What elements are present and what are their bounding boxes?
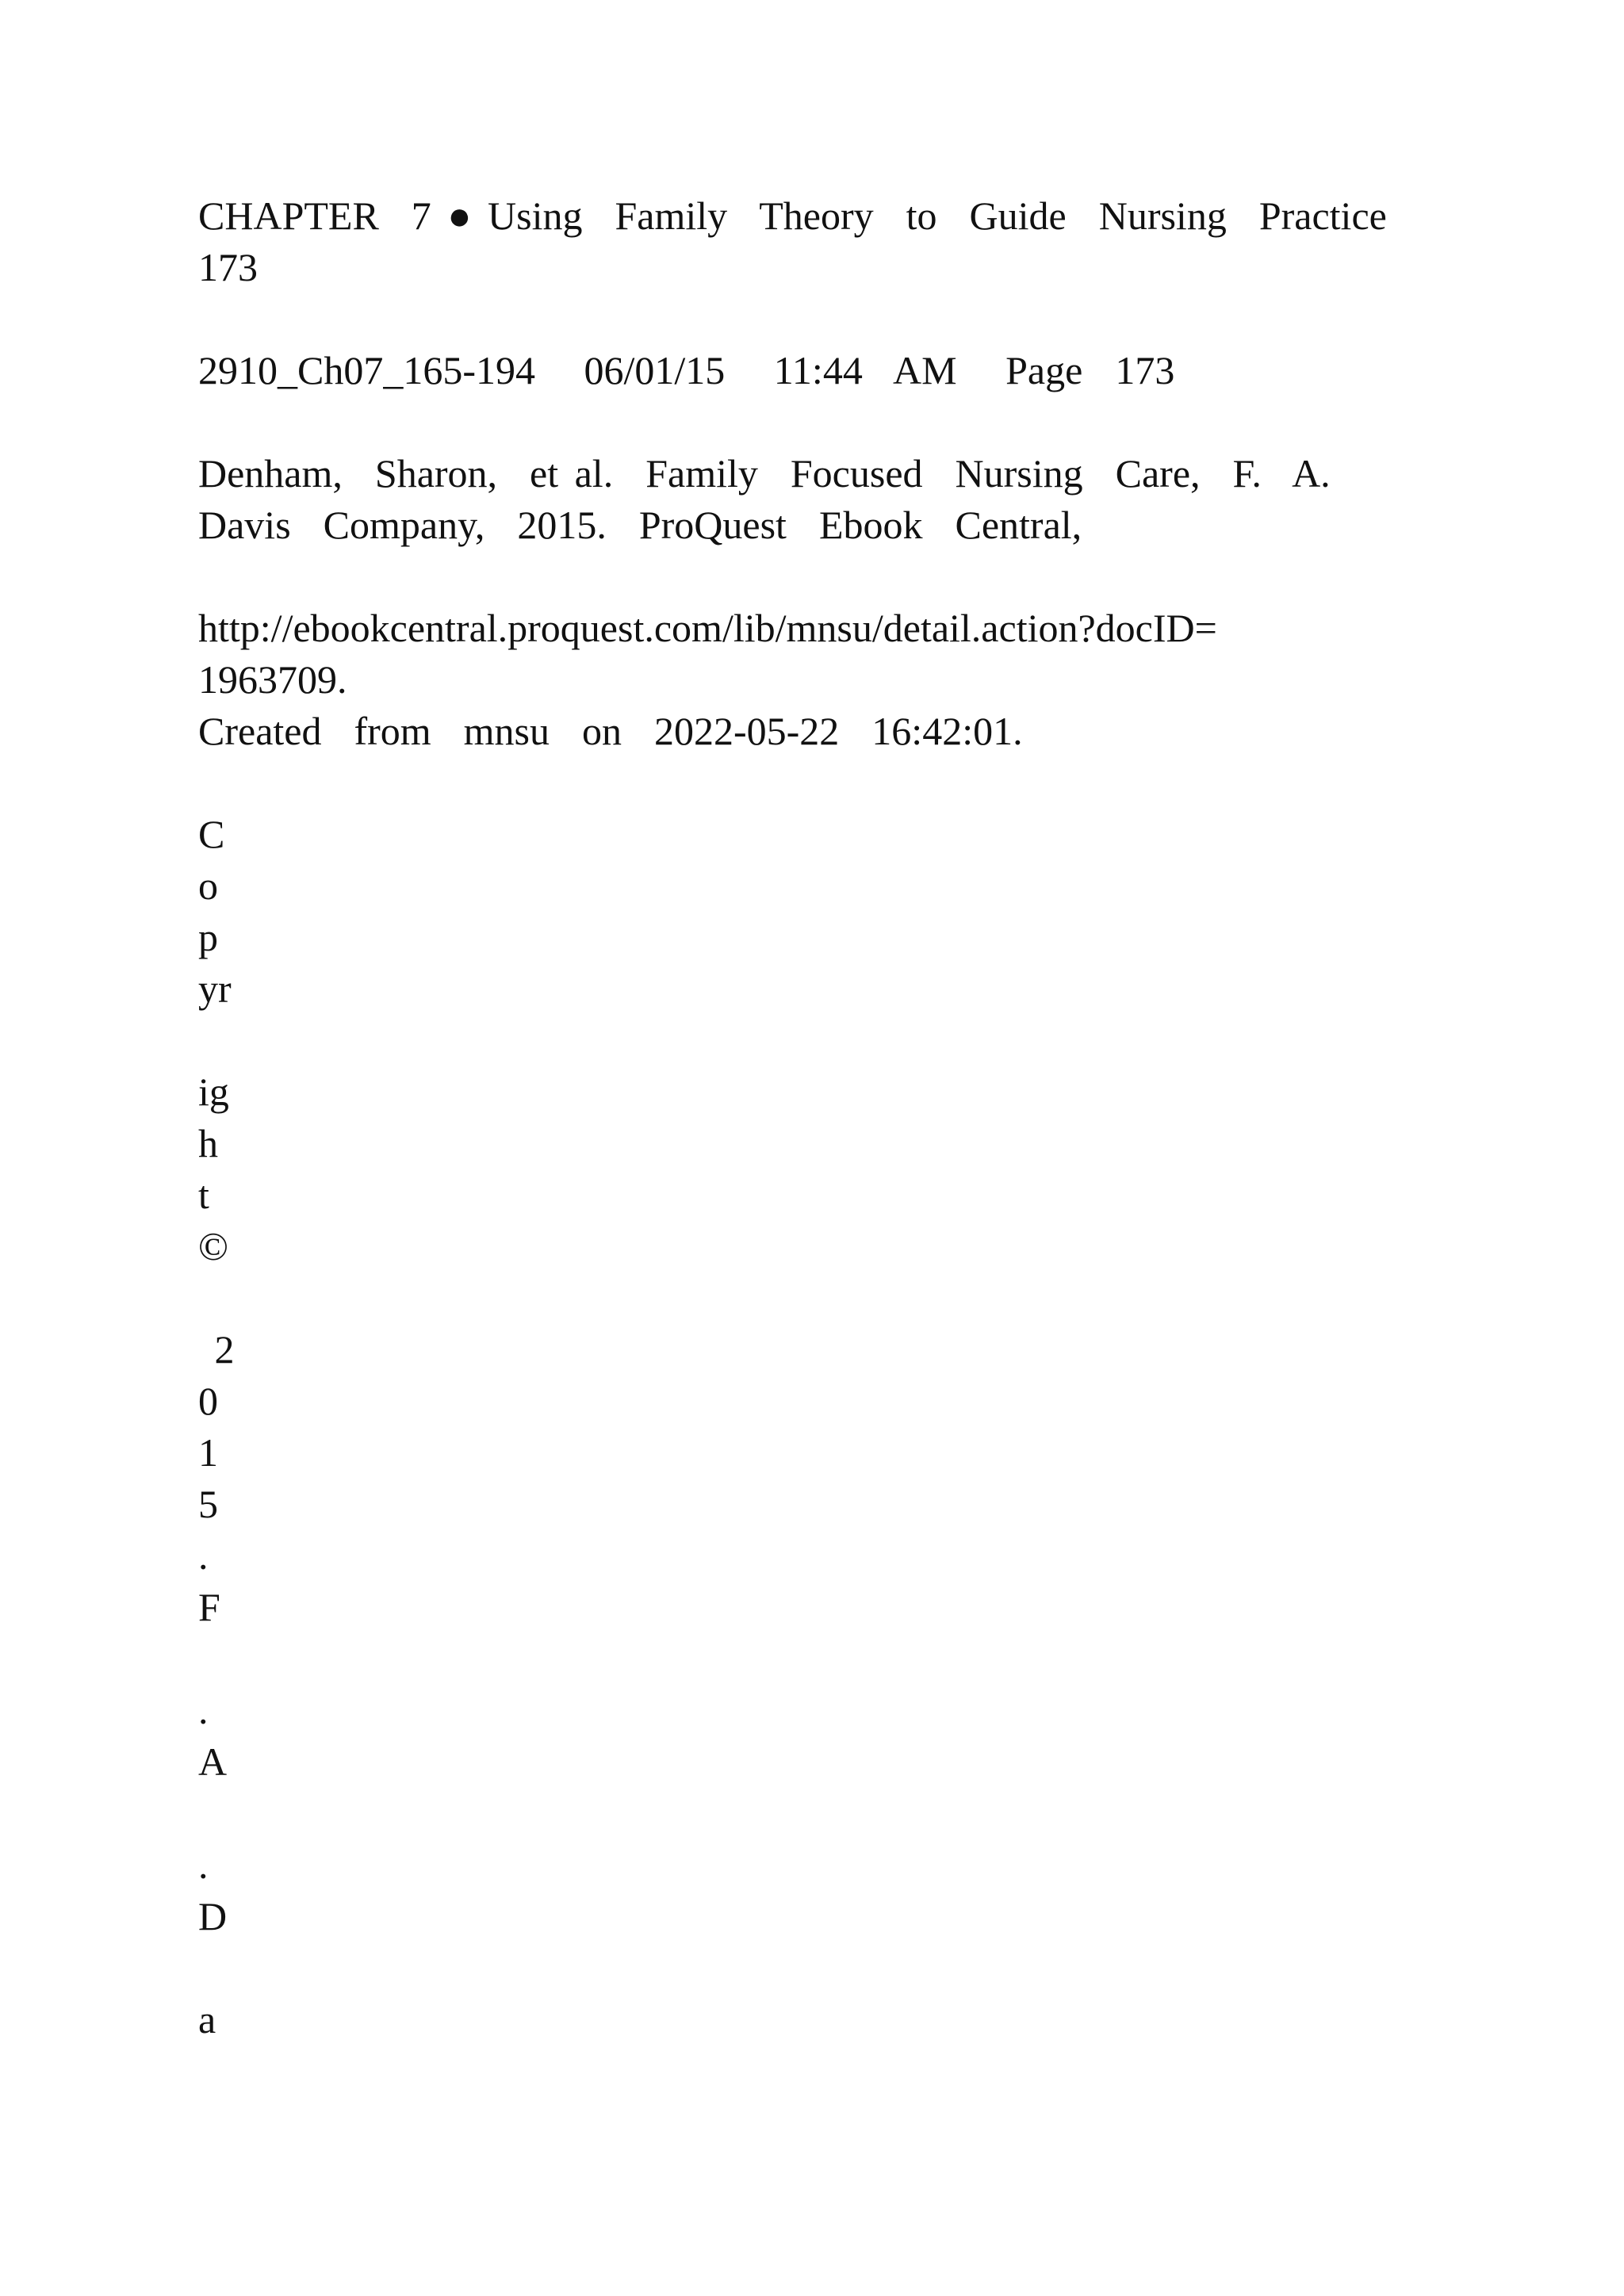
copyright-char: . bbox=[198, 1688, 209, 1732]
copyright-char: p bbox=[198, 915, 218, 959]
copyright-char: 0 bbox=[198, 1379, 218, 1423]
document-page bbox=[198, 190, 1435, 2045]
copyright-char: D bbox=[198, 1894, 228, 1938]
chapter-heading: CHAPTER 7 ● Using Family Theory to Guide Nursing Practice bbox=[198, 193, 1387, 238]
citation-line-2: Davis Company, 2015. ProQuest Ebook Central, bbox=[198, 503, 1082, 547]
copyright-char: C bbox=[198, 812, 225, 856]
copyright-char: t bbox=[198, 1173, 209, 1217]
copyright-char: 5 bbox=[198, 1482, 218, 1526]
copyright-char: . bbox=[198, 1843, 209, 1887]
page-number: 173 bbox=[198, 245, 258, 289]
copyright-char: a bbox=[198, 1997, 216, 2042]
copyright-char: 2 bbox=[198, 1327, 235, 1372]
copyright-char bbox=[198, 1272, 1435, 1324]
citation-url-line-1: http://ebookcentral.proquest.com/lib/mnsu/detail.action?docID= bbox=[198, 606, 1217, 650]
copyright-char: o bbox=[198, 863, 218, 908]
copyright-char: A bbox=[198, 1739, 228, 1784]
copyright-char bbox=[198, 1633, 1435, 1685]
copyright-vertical-text bbox=[198, 809, 1435, 2045]
copyright-char bbox=[198, 1942, 1435, 1994]
copyright-char: ig bbox=[198, 1070, 229, 1114]
copyright-char: F bbox=[198, 1585, 220, 1629]
copyright-char: yr bbox=[198, 966, 232, 1011]
copyright-char bbox=[198, 1788, 1435, 1839]
created-line: Created from mnsu on 2022-05-22 16:42:01. bbox=[198, 709, 1023, 753]
copyright-char: . bbox=[198, 1533, 209, 1578]
copyright-char: 1 bbox=[198, 1430, 218, 1475]
copyright-char: h bbox=[198, 1121, 218, 1165]
citation-url-line-2: 1963709. bbox=[198, 657, 347, 702]
copyright-char: © bbox=[198, 1224, 228, 1269]
citation-line-1: Denham, Sharon, et al. Family Focused Nursing Care, F. A. bbox=[198, 451, 1331, 496]
copyright-char bbox=[198, 1015, 1435, 1066]
file-stamp: 2910_Ch07_165-194 06/01/15 11:44 AM Page 173 bbox=[198, 348, 1175, 392]
